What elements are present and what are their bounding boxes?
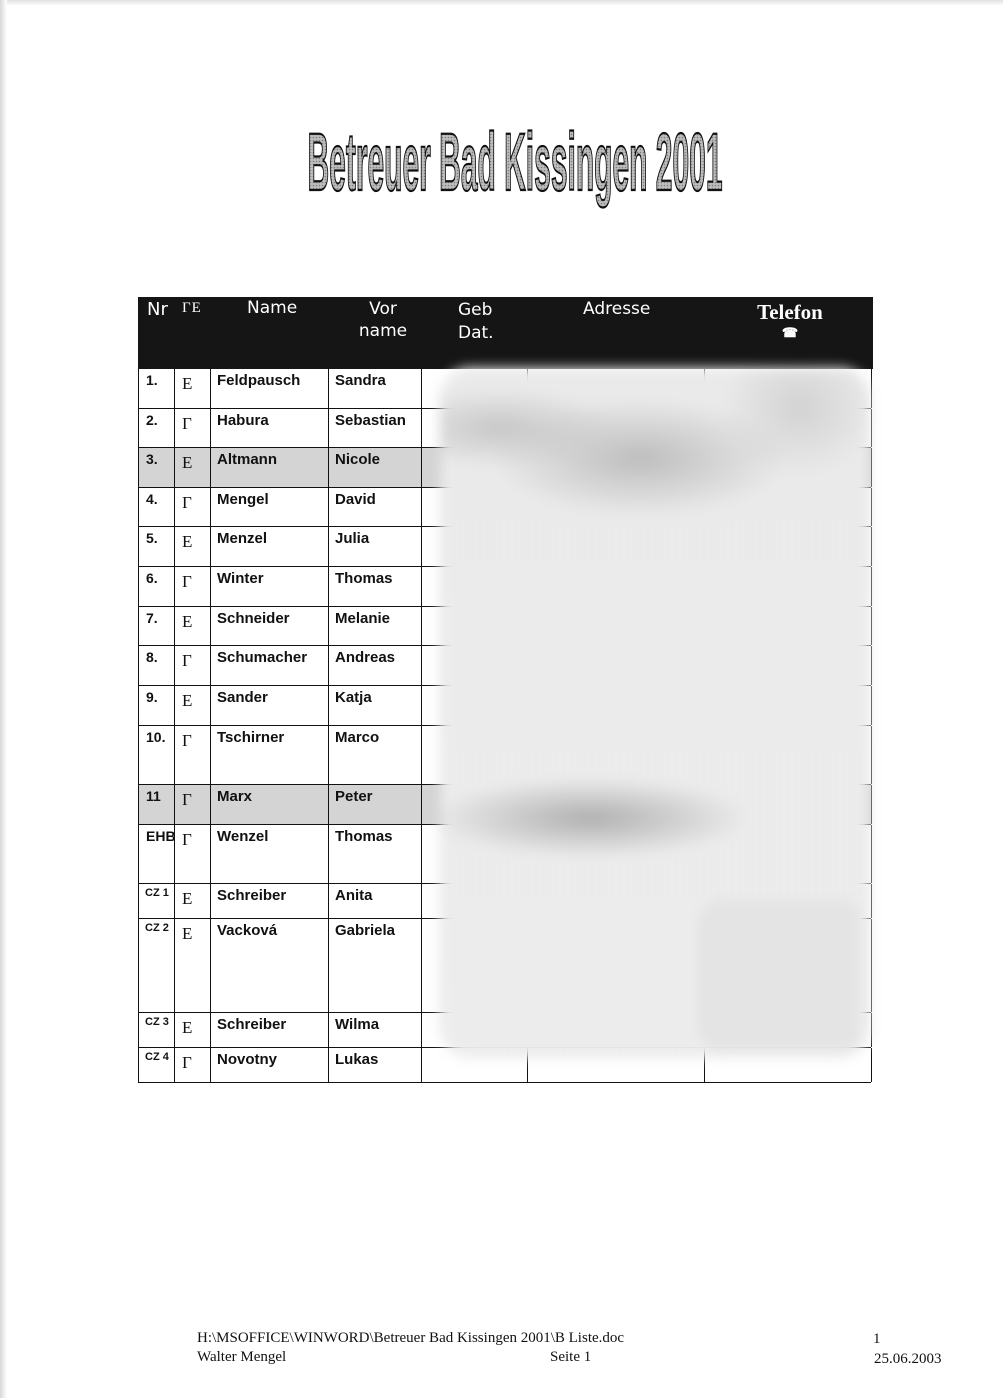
row-name: Mengel <box>211 488 329 526</box>
row-nr: EHB <box>139 825 175 883</box>
row-vorname: Gabriela <box>329 919 422 1012</box>
header-nr: Nr <box>147 299 168 320</box>
row-name: Menzel <box>211 527 329 566</box>
row-vorname: Nicole <box>329 448 422 487</box>
row-nr: 1. <box>139 369 175 408</box>
row-vorname: Katja <box>329 686 422 725</box>
row-name: Schumacher <box>211 646 329 685</box>
row-name: Vacková <box>211 919 329 1012</box>
row-vorname: Marco <box>329 726 422 784</box>
row-name: Feldpausch <box>211 369 329 408</box>
row-name: Winter <box>211 567 329 606</box>
header-vorname <box>353 298 413 342</box>
row-nr: CZ 2 <box>139 919 175 1012</box>
row-vorname: Andreas <box>329 646 422 685</box>
row-name: Altmann <box>211 448 329 487</box>
row-gender: E <box>175 448 211 487</box>
header-telephone <box>750 300 830 341</box>
row-vorname: Melanie <box>329 607 422 645</box>
header-name: Name <box>247 298 298 318</box>
row-nr: CZ 3 <box>139 1013 175 1047</box>
row-nr: 3. <box>139 448 175 487</box>
row-name: Habura <box>211 409 329 447</box>
row-name: Sander <box>211 686 329 725</box>
row-name: Novotny <box>211 1048 329 1082</box>
row-gender: Γ <box>175 488 211 526</box>
row-gender: Γ <box>175 567 211 606</box>
row-gender: E <box>175 369 211 408</box>
row-nr: CZ 1 <box>139 884 175 918</box>
row-vorname: Sandra <box>329 369 422 408</box>
row-gender: E <box>175 884 211 918</box>
table-header <box>138 297 873 369</box>
row-vorname: Sebastian <box>329 409 422 447</box>
row-nr: 7. <box>139 607 175 645</box>
document-title <box>300 88 730 213</box>
row-nr: 6. <box>139 567 175 606</box>
row-name: Wenzel <box>211 825 329 883</box>
row-nr: 10. <box>139 726 175 784</box>
row-vorname: Wilma <box>329 1013 422 1047</box>
header-address: Adresse <box>583 299 651 319</box>
footer-page: Seite 1 <box>550 1349 592 1365</box>
row-name: Marx <box>211 785 329 824</box>
row-nr: 9. <box>139 686 175 725</box>
header-birthdate-line1: Geb <box>458 300 493 320</box>
footer-author: Walter Mengel <box>197 1349 287 1365</box>
row-vorname: Peter <box>329 785 422 824</box>
header-birthdate-line2: Dat. <box>458 323 494 343</box>
title-text: Betreuer Bad Kissingen 2001 <box>307 117 723 208</box>
row-gender: E <box>175 1013 211 1047</box>
row-gender: Γ <box>175 825 211 883</box>
row-nr: 11 <box>139 785 175 824</box>
row-vorname: Thomas <box>329 825 422 883</box>
row-gender: Γ <box>175 1048 211 1082</box>
row-gender: Γ <box>175 785 211 824</box>
row-nr: 5. <box>139 527 175 566</box>
page-edge-left <box>0 0 7 1398</box>
header-gender: ΓE <box>182 300 202 316</box>
row-nr: 4. <box>139 488 175 526</box>
row-nr: 8. <box>139 646 175 685</box>
header-birthdate <box>458 299 494 345</box>
footer-file-path: H:\MSOFFICE\WINWORD\Betreuer Bad Kissingen 2001\B Liste.doc <box>197 1330 625 1346</box>
row-gender: Γ <box>175 726 211 784</box>
page-edge-top <box>0 0 1003 6</box>
row-vorname: Thomas <box>329 567 422 606</box>
row-vorname: Julia <box>329 527 422 566</box>
row-nr: 2. <box>139 409 175 447</box>
row-gender: Γ <box>175 646 211 685</box>
row-gender: E <box>175 527 211 566</box>
footer-number: 1 <box>873 1331 881 1347</box>
header-telephone-label: Telefon <box>757 300 823 324</box>
row-gender: E <box>175 686 211 725</box>
row-vorname: Lukas <box>329 1048 422 1082</box>
row-nr: CZ 4 <box>139 1048 175 1082</box>
row-gender: E <box>175 607 211 645</box>
phone-icon: ☎ <box>781 325 799 340</box>
row-name: Schreiber <box>211 1013 329 1047</box>
row-name: Tschirner <box>211 726 329 784</box>
row-name: Schneider <box>211 607 329 645</box>
row-vorname: Anita <box>329 884 422 918</box>
row-gender: Γ <box>175 409 211 447</box>
redacted-area-lower <box>700 900 860 1050</box>
header-vorname-line1: Vor <box>369 299 397 319</box>
header-vorname-line2: name <box>358 321 408 341</box>
row-name: Schreiber <box>211 884 329 918</box>
row-gender: E <box>175 919 211 1012</box>
footer-date: 25.06.2003 <box>874 1351 942 1367</box>
row-vorname: David <box>329 488 422 526</box>
